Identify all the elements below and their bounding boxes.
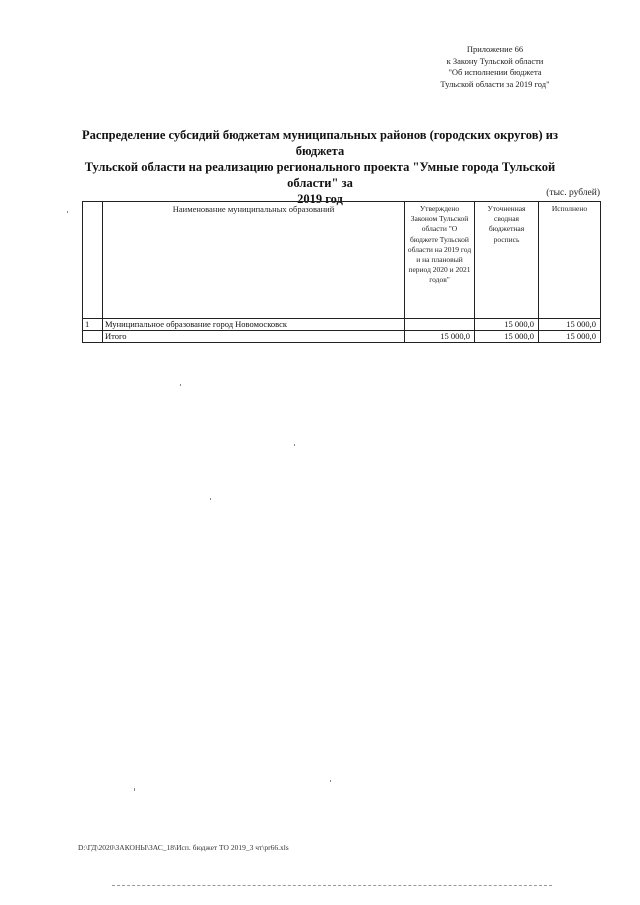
total-refined: 15 000,0 bbox=[475, 331, 539, 343]
row-approved bbox=[405, 319, 475, 331]
appendix-line-2: к Закону Тульской области bbox=[446, 55, 544, 66]
appendix-line-4: Тульской области за 2019 год" bbox=[440, 78, 550, 89]
table-header-row bbox=[83, 202, 601, 319]
row-executed: 15 000,0 bbox=[539, 319, 601, 331]
appendix-line-3: "Об исполнении бюджета bbox=[448, 67, 542, 77]
subsidy-table bbox=[82, 201, 601, 343]
appendix-line-1: Приложение 66 bbox=[466, 44, 524, 54]
title-line-2: Тульской области на реализацию регионального проекта "Умные города Тульской области" за bbox=[84, 160, 556, 190]
total-approved: 15 000,0 bbox=[405, 331, 475, 343]
scan-speck bbox=[67, 211, 68, 213]
total-name: Итого bbox=[103, 331, 405, 343]
row-index: 1 bbox=[83, 319, 103, 331]
scan-speck bbox=[210, 498, 211, 500]
file-path: D:\ГД\2020\ЗАКОНЫ\ЗАС_18\Исп. бюджет ТО 2019_3 чт\pr66.xls bbox=[78, 843, 289, 852]
header-executed: Исполнено bbox=[539, 202, 601, 319]
units-label: (тыс. рублей) bbox=[546, 188, 600, 198]
scan-speck bbox=[294, 444, 295, 446]
header-name: Наименование муниципальных образований bbox=[103, 202, 405, 319]
title-line-1: Распределение субсидий бюджетам муниципальных районов (городских округов) из бюджета bbox=[82, 128, 558, 158]
scan-speck bbox=[134, 788, 135, 791]
header-approved: Утверждено Законом Тульской области "О бюджете Тульской области на 2019 год и на плановый период 2020 и 2021 годов" bbox=[405, 202, 475, 319]
table-total-row bbox=[83, 331, 601, 343]
document-title bbox=[80, 127, 560, 207]
scan-edge-dashes bbox=[112, 885, 552, 886]
scan-speck bbox=[330, 780, 331, 782]
row-name: Муниципальное образование город Новомосковск bbox=[103, 319, 405, 331]
header-index bbox=[83, 202, 103, 319]
title-line-3: 2019 год bbox=[297, 192, 343, 206]
total-executed: 15 000,0 bbox=[539, 331, 601, 343]
appendix-block bbox=[420, 44, 570, 90]
row-refined: 15 000,0 bbox=[475, 319, 539, 331]
table-row bbox=[83, 319, 601, 331]
scan-speck bbox=[180, 384, 181, 386]
header-refined: Уточненная сводная бюджетная роспись bbox=[475, 202, 539, 319]
total-index bbox=[83, 331, 103, 343]
